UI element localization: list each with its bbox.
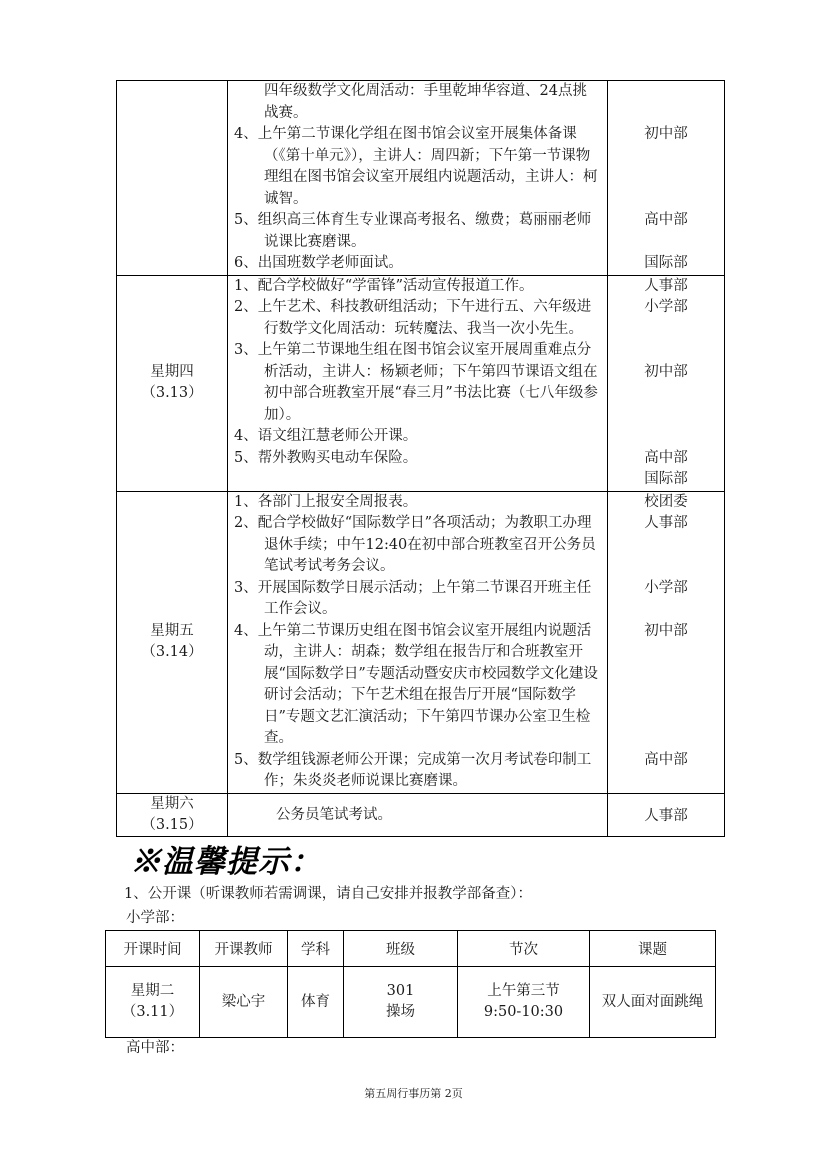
- department-label: 人事部: [644, 808, 688, 824]
- page-footer: 第五周行事历第 2页: [364, 1087, 463, 1100]
- event-item: 公务员笔试考试。: [276, 806, 392, 823]
- day-name: 星期五: [150, 623, 194, 639]
- department-label: [608, 405, 724, 427]
- column-header: 节次: [458, 931, 590, 967]
- event-item: 5、数学组钱源老师公开课；完成第一次月考试卷印制工作；朱炎炎老师说课比赛磨课。: [234, 751, 592, 789]
- teacher-cell: 梁心宇: [200, 967, 288, 1038]
- event-item: 5、帮外教购买电动车保险。: [234, 449, 418, 466]
- day-date: （3.13）: [141, 385, 203, 401]
- department-label: 高中部: [644, 212, 688, 228]
- day-date: （3.15）: [141, 816, 203, 833]
- events-cell: [228, 81, 608, 276]
- day-name: 星期六: [150, 795, 194, 812]
- schedule-row: [117, 491, 725, 793]
- tips-title: ※温馨提示：: [130, 844, 322, 880]
- department-label: 国际部: [644, 255, 688, 271]
- department-label: [608, 728, 724, 750]
- subject-cell: 体育: [288, 967, 344, 1038]
- department-label: [608, 642, 724, 664]
- event-item: 3、上午第二节课地生组在图书馆会议室开展周重难点分析活动，主讲人：杨颖老师；下午第四节课语文组在初中部合班教室开展“春三月”书法比赛（七八年级参加）。: [234, 342, 598, 423]
- column-header: 开课时间: [106, 931, 200, 967]
- schedule-row: [117, 793, 725, 836]
- department-label: 高中部: [644, 751, 688, 768]
- event-item: 四年级数学文化周活动：手里乾坤华容道、24点挑战赛。: [264, 83, 587, 121]
- department-cell: [608, 275, 725, 491]
- department-label: [608, 535, 724, 557]
- department-label: [608, 426, 724, 448]
- department-label: [608, 383, 724, 405]
- event-item: 6、出国班数学老师面试。: [234, 255, 403, 271]
- class-number: 301: [386, 983, 415, 999]
- schedule-table: [116, 80, 725, 837]
- department-label: 小学部: [644, 299, 688, 315]
- events-cell: [228, 491, 608, 793]
- day-cell: [117, 275, 228, 491]
- department-label: 小学部: [644, 579, 688, 596]
- day-cell: [117, 491, 228, 793]
- events-cell: [228, 793, 608, 836]
- event-item: 4、上午第二节课化学组在图书馆会议室开展集体备课（《第十单元》），主讲人：周四新；下午第一节课物理组在图书馆会议室开展组内说题活动，主讲人：柯诚智。: [234, 126, 598, 207]
- department-label: [608, 189, 724, 211]
- open-class-note: 1、公开课（听课教师若需调课，请自己安排并报教学部备查）：: [124, 886, 532, 902]
- events-cell: [228, 275, 608, 491]
- day-cell: [117, 81, 228, 276]
- department-label: [608, 685, 724, 707]
- open-class-table: [105, 930, 716, 1038]
- department-label: 初中部: [644, 622, 688, 639]
- class-cell: [344, 967, 458, 1038]
- department-cell: [608, 81, 725, 276]
- period-time: 9:50-10:30: [483, 1004, 564, 1020]
- department-label: 人事部: [644, 515, 688, 531]
- event-item: 5、组织高三体育生专业课高考报名、缴费；葛丽丽老师说课比赛磨课。: [234, 212, 592, 250]
- department-label: [608, 771, 724, 793]
- period-name: 上午第三节: [487, 983, 560, 999]
- time-day: 星期二: [130, 983, 175, 999]
- event-item: 2、上午艺术、科技教研组活动；下午进行五、六年级进行数学文化周活动：玩转魔法、我当一次小先生。: [234, 299, 592, 337]
- department-label: [608, 599, 724, 621]
- schedule-row: [117, 81, 725, 276]
- department-label: 国际部: [644, 471, 688, 487]
- class-place: 操场: [386, 1004, 415, 1020]
- department-label: 初中部: [644, 126, 688, 142]
- department-label: 人事部: [644, 277, 688, 294]
- department-label: [608, 319, 724, 341]
- day-cell: [117, 793, 228, 836]
- time-cell: [106, 967, 200, 1038]
- topic-cell: 双人面对面跳绳: [590, 967, 716, 1038]
- department-label: 高中部: [644, 449, 688, 466]
- department-label: [608, 340, 724, 362]
- column-header: 班级: [344, 931, 458, 967]
- primary-section-label: 小学部：: [126, 910, 184, 926]
- high-school-section-label: 高中部：: [126, 1040, 184, 1056]
- department-label: 校团委: [644, 493, 688, 510]
- department-cell: [608, 793, 725, 836]
- department-label: [608, 81, 724, 103]
- event-item: 1、配合学校做好“学雷锋”活动宣传报道工作。: [234, 277, 534, 294]
- column-header: 开课教师: [200, 931, 288, 967]
- department-cell: [608, 491, 725, 793]
- event-item: 4、语文组江慧老师公开课。: [234, 428, 418, 444]
- table-row: [106, 967, 716, 1038]
- department-label: [608, 707, 724, 729]
- day-name: 星期四: [150, 364, 194, 380]
- event-item: 2、配合学校做好“国际数学日”各项活动；为教职工办理退休手续；中午12:40在初中部合班教室召开公务员笔试考试考务会议。: [234, 515, 596, 574]
- day-date: （3.14）: [141, 644, 203, 660]
- time-date: （3.11）: [121, 1004, 184, 1020]
- department-label: [608, 167, 724, 189]
- department-label: [608, 232, 724, 254]
- column-header: 课题: [590, 931, 716, 967]
- period-cell: [458, 967, 590, 1038]
- department-label: [608, 556, 724, 578]
- department-label: [608, 146, 724, 168]
- schedule-row: [117, 275, 725, 491]
- department-label: 初中部: [644, 363, 688, 380]
- department-label: [608, 664, 724, 686]
- event-item: 1、各部门上报安全周报表。: [234, 493, 418, 510]
- table-header-row: [106, 931, 716, 967]
- department-label: [608, 103, 724, 125]
- event-item: 3、开展国际数学日展示活动；上午第二节课召开班主任工作会议。: [234, 579, 592, 617]
- event-item: 4、上午第二节课历史组在图书馆会议室开展组内说题活动，主讲人：胡森；数学组在报告厅和合班教室开展“国际数学日”专题活动暨安庆市校园数学文化建设研讨会活动；下午艺术组在报告厅开展“国际数学日”专题文艺汇演活动；下午第四节课办公室卫生检查。: [234, 622, 598, 746]
- column-header: 学科: [288, 931, 344, 967]
